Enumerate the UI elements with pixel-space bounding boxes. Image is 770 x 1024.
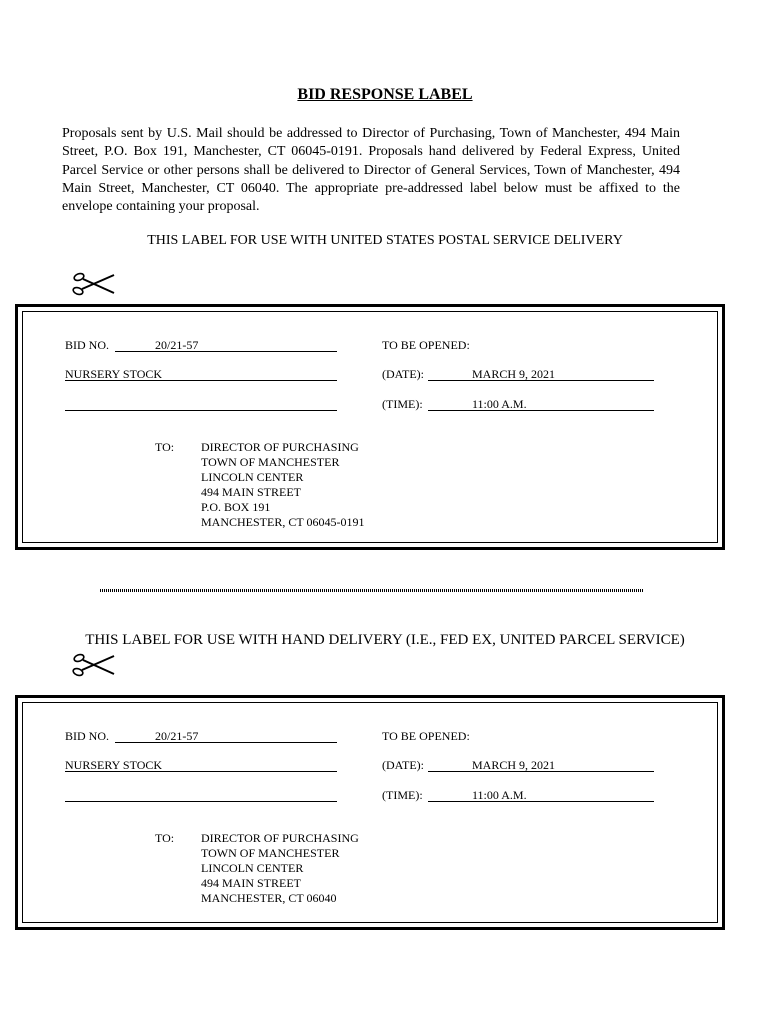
address-line: MANCHESTER, CT 06040 [201,891,337,905]
address-line: 494 MAIN STREET [201,485,301,499]
usps-mailing-label [15,304,725,550]
blank-line [65,397,337,411]
address-line: DIRECTOR OF PURCHASING [201,440,359,454]
date-value: MARCH 9, 2021 [428,367,654,381]
item-name: NURSERY STOCK [65,367,337,381]
address-block [201,440,364,530]
time-value: 11:00 A.M. [428,788,654,802]
time-label: (TIME): [382,788,423,802]
date-label: (DATE): [382,367,424,381]
item-name: NURSERY STOCK [65,758,337,772]
page-title: BID RESPONSE LABEL [297,86,473,103]
address-line: TOWN OF MANCHESTER [201,455,340,469]
date-value: MARCH 9, 2021 [428,758,654,772]
bid-no-value: 20/21-57 [115,338,337,352]
scissors-icon [72,270,118,298]
time-value: 11:00 A.M. [428,397,654,411]
to-be-opened-label: TO BE OPENED: [382,338,470,352]
bid-no-value: 20/21-57 [115,729,337,743]
scissors-icon [72,651,118,679]
bid-no-label: BID NO. [65,338,109,352]
to-label: TO: [155,440,175,454]
date-label: (DATE): [382,758,424,772]
to-label: TO: [155,831,175,845]
address-line: TOWN OF MANCHESTER [201,846,340,860]
hand-delivery-label-heading: THIS LABEL FOR USE WITH HAND DELIVERY (I.E., FED EX, UNITED PARCEL SERVICE) [85,632,685,648]
time-label: (TIME): [382,397,423,411]
bid-no-label: BID NO. [65,729,109,743]
intro-paragraph: Proposals sent by U.S. Mail should be addressed to Director of Purchasing, Town of Manchester, 494 Main Street, P.O. Box 191, Manchester, CT 06045-0191. Proposals hand delivered by Federal Express, United Parcel Service or other persons shall be delivered to Director of General Services, Town of Manchester, 494 Main Street, Manchester, CT 06040. The appropriate pre-addressed label below must be affixed to the envelope containing your proposal. [62,126,680,215]
address-line: DIRECTOR OF PURCHASING [201,831,359,845]
usps-label-heading: THIS LABEL FOR USE WITH UNITED STATES POSTAL SERVICE DELIVERY [147,233,623,248]
address-line: LINCOLN CENTER [201,861,304,875]
to-be-opened-label: TO BE OPENED: [382,729,470,743]
address-block [201,831,359,906]
blank-line [65,788,337,802]
hand-delivery-mailing-label [15,695,725,930]
address-line: P.O. BOX 191 [201,500,271,514]
address-line: 494 MAIN STREET [201,876,301,890]
address-line: LINCOLN CENTER [201,470,304,484]
address-line: MANCHESTER, CT 06045-0191 [201,515,365,529]
cut-line [100,589,644,592]
